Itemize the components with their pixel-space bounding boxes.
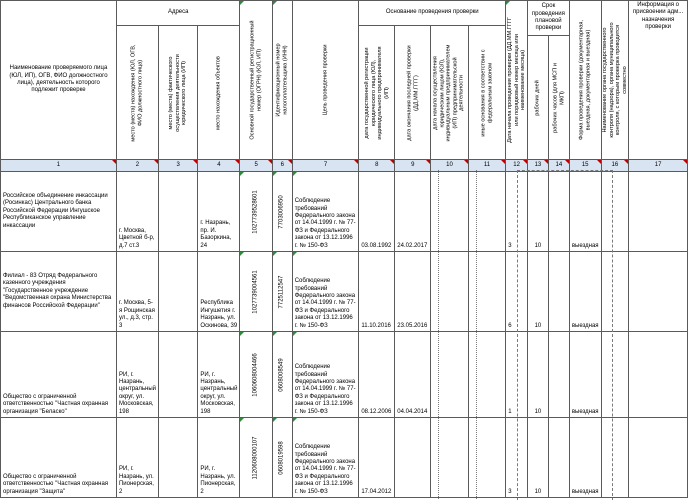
col-number[interactable]: 10 xyxy=(431,160,468,172)
header-start-date[interactable]: Дата начала проведения проверки (ДД.ММ.ГГГГ или порядковый номер месяца или наименование месяца) xyxy=(506,1,528,160)
cell-inn[interactable]: 0608008549 xyxy=(272,332,292,418)
header-basis-other[interactable]: иные основания в соответствии с федеральным законом xyxy=(468,26,505,160)
cell-reg-date[interactable]: 03.08.1992 xyxy=(359,172,395,252)
header-purpose[interactable]: Цель проведения проверки xyxy=(292,1,359,160)
cell-info[interactable] xyxy=(629,172,688,252)
cell-addr-objects[interactable]: Республика Ингушетия г. Назрань, ул. Оскинова, 39 xyxy=(198,252,240,332)
cell-last-date[interactable]: 24.02.2017 xyxy=(395,172,431,252)
cell-inn[interactable]: 7725112547 xyxy=(272,252,292,332)
header-addr-objects[interactable]: место нахождения объектов xyxy=(198,26,240,160)
cell-form[interactable]: выездная xyxy=(569,332,601,418)
header-addresses[interactable]: Адреса xyxy=(116,1,240,26)
cell-form[interactable]: выездная xyxy=(569,252,601,332)
page-break-line xyxy=(438,170,439,499)
cell-last-date[interactable]: 23.05.2016 xyxy=(395,252,431,332)
col-number[interactable]: 17 xyxy=(629,160,688,172)
cell-start-date[interactable] xyxy=(431,418,468,498)
col-number[interactable]: 3 xyxy=(159,160,198,172)
cell-start-date[interactable] xyxy=(431,332,468,418)
cell-days[interactable]: 10 xyxy=(527,172,548,252)
cell-info[interactable] xyxy=(629,332,688,418)
cell-reg-date[interactable]: 08.12.2006 xyxy=(359,332,395,418)
cell-form[interactable]: выездная xyxy=(569,172,601,252)
cell-name[interactable]: Российское объединение инкассации (Росинкас) Центрального банка Российской Федерации Ингушское Республиканское управление инкассации xyxy=(1,172,117,252)
cell-purpose[interactable]: Соблюдение требований Федерального закона от 14.04.1999 г. № 77-ФЗ и Федерального закона от 13.12.1996 г. № 150-ФЗ xyxy=(292,418,359,498)
cell-name[interactable]: Общество с ограниченной ответственностью "Частная охранная организация "Беласко" xyxy=(1,332,117,418)
header-term[interactable]: Срок проведения плановой проверки xyxy=(527,1,569,36)
cell-other[interactable] xyxy=(468,172,505,252)
cell-month[interactable]: 3 xyxy=(506,172,528,252)
col-number[interactable]: 11 xyxy=(468,160,505,172)
cell-addr-place[interactable]: г. Москва, 5-я Рощинская ул., д.3, стр. 3 xyxy=(116,252,158,332)
cell-addr-place[interactable]: РИ, г. Назрань, ул. Пионерская, 2 xyxy=(116,418,158,498)
header-basis-start[interactable]: дата начала осуществления юридическим лицом (ЮЛ), индивидуальным предпринимателем (ИП) предпринимательской деятельности xyxy=(431,26,468,160)
cell-other[interactable] xyxy=(468,418,505,498)
cell-last-date[interactable]: 04.04.2014 xyxy=(395,332,431,418)
cell-month[interactable]: 3 xyxy=(506,418,528,498)
cell-purpose[interactable]: Соблюдение требований Федерального закона от 14.04.1999 г. № 77-ФЗ и Федерального закона от 13.12.1996 г. № 150-ФЗ xyxy=(292,252,359,332)
header-name[interactable]: Наименование проверяемого лица (ЮЛ, ИП), ОГВ, ФИО должностного лица), деятельность которого подлежит проверке xyxy=(1,1,117,160)
cell-addr-place[interactable]: г. Москва, Цветной б-р, д.7 ст.3 xyxy=(116,172,158,252)
cell-days[interactable]: 10 xyxy=(527,418,548,498)
cell-other[interactable] xyxy=(468,332,505,418)
header-addr-place[interactable]: место (места) нахождения (ЮЛ, ОГВ, ФИО должностного лица) xyxy=(116,26,158,160)
cell-other[interactable] xyxy=(468,252,505,332)
header-ogrn[interactable]: Основной государственный регистрационный номер (ОГРН) (ЮЛ, ИП) xyxy=(240,1,273,160)
cell-name[interactable]: Общество с ограниченной ответственностью "Частная охранная организация "Защита" xyxy=(1,418,117,498)
header-addr-actual[interactable]: место (места) фактического осуществления деятельности юридического лица (ИП) xyxy=(159,26,198,160)
cell-info[interactable] xyxy=(629,252,688,332)
cell-addr-objects[interactable]: РИ, г. Назрань, центральный округ, ул. Московская, 198 xyxy=(198,332,240,418)
col-number[interactable]: 2 xyxy=(116,160,158,172)
col-number[interactable]: 9 xyxy=(395,160,431,172)
cell-reg-date[interactable]: 17.04.2012 xyxy=(359,418,395,498)
header-basis-last[interactable]: дата окончания последней проверки (ДД.ММ.ГГГГ) xyxy=(395,26,431,160)
col-number[interactable]: 7 xyxy=(292,160,359,172)
header-agency[interactable]: Наименование органа государственного контроля (надзора), органа муниципального контроля, с которым проверка проводится совместно xyxy=(601,1,629,160)
col-number[interactable]: 13 xyxy=(527,160,548,172)
cell-inn[interactable]: 0608019598 xyxy=(272,418,292,498)
cell-ogrn[interactable]: 1060608004466 xyxy=(240,332,273,418)
cell-ogrn[interactable]: 1027739528601 xyxy=(240,172,273,252)
col-number[interactable]: 5 xyxy=(240,160,273,172)
cell-addr-actual[interactable] xyxy=(159,332,198,418)
col-number[interactable]: 1 xyxy=(1,160,117,172)
cell-addr-place[interactable]: РИ, г. Назрань, центральный округ, ул. Московская, 198 xyxy=(116,332,158,418)
cell-info[interactable] xyxy=(629,418,688,498)
cell-month[interactable]: 6 xyxy=(506,252,528,332)
cell-reg-date[interactable]: 11.10.2016 xyxy=(359,252,395,332)
cell-addr-actual[interactable] xyxy=(159,252,198,332)
selection-outline xyxy=(517,170,613,500)
cell-days[interactable]: 10 xyxy=(527,332,548,418)
cell-addr-actual[interactable] xyxy=(159,418,198,498)
cell-start-date[interactable] xyxy=(431,252,468,332)
col-number[interactable]: 16 xyxy=(601,160,629,172)
header-inn[interactable]: Идентификационный номер налогоплательщика (ИНН) xyxy=(272,1,292,160)
col-number[interactable]: 15 xyxy=(569,160,601,172)
cell-addr-objects[interactable]: РИ, г. Назрань, ул. Пионерская, 2 xyxy=(198,418,240,498)
header-term-days[interactable]: рабочих дней xyxy=(527,36,548,160)
page-break-line xyxy=(476,170,477,499)
cell-addr-actual[interactable] xyxy=(159,172,198,252)
header-basis-reg[interactable]: дата государственной регистрации юридического лица (ЮЛ), индивидуального предпринимателя (ИП) xyxy=(359,26,395,160)
cell-purpose[interactable]: Соблюдение требований Федерального закона от 14.04.1999 г. № 77-ФЗ и Федерального закона от 13.12.1996 г. № 150-ФЗ xyxy=(292,332,359,418)
header-term-hours[interactable]: рабочих часов (для МСП и МКП) xyxy=(548,36,569,160)
col-number[interactable]: 14 xyxy=(548,160,569,172)
cell-ogrn[interactable]: 1027739004561 xyxy=(240,252,273,332)
header-info[interactable]: Информация о присвоении адм... назначения проверки xyxy=(629,1,688,160)
cell-month[interactable]: 1 xyxy=(506,332,528,418)
cell-start-date[interactable] xyxy=(431,172,468,252)
cell-form[interactable]: выездная xyxy=(569,418,601,498)
cell-purpose[interactable]: Соблюдение требований Федерального закона от 14.04.1999 г. № 77-ФЗ и Федерального закона от 13.12.1996 г. № 150-ФЗ xyxy=(292,172,359,252)
cell-days[interactable]: 10 xyxy=(527,252,548,332)
col-number[interactable]: 4 xyxy=(198,160,240,172)
header-basis[interactable]: Основание проведения проверки xyxy=(359,1,506,26)
cell-ogrn[interactable]: 1120608000107 xyxy=(240,418,273,498)
cell-addr-objects[interactable]: г. Назрань, пр. И. Базоркина, 24 xyxy=(198,172,240,252)
col-number[interactable]: 8 xyxy=(359,160,395,172)
col-number[interactable]: 12 xyxy=(506,160,528,172)
cell-last-date[interactable] xyxy=(395,418,431,498)
header-form[interactable]: Форма проведения проверки (документарная, выездная, документарная и выездная) xyxy=(569,1,601,160)
col-number[interactable]: 6 xyxy=(272,160,292,172)
cell-name[interactable]: Филиал - 83 Отряд Федерального казенного учреждения "Государственное учреждение "Ведомственная охрана Министерства финансов Российской Федерации" xyxy=(1,252,117,332)
cell-inn[interactable]: 7703006950 xyxy=(272,172,292,252)
